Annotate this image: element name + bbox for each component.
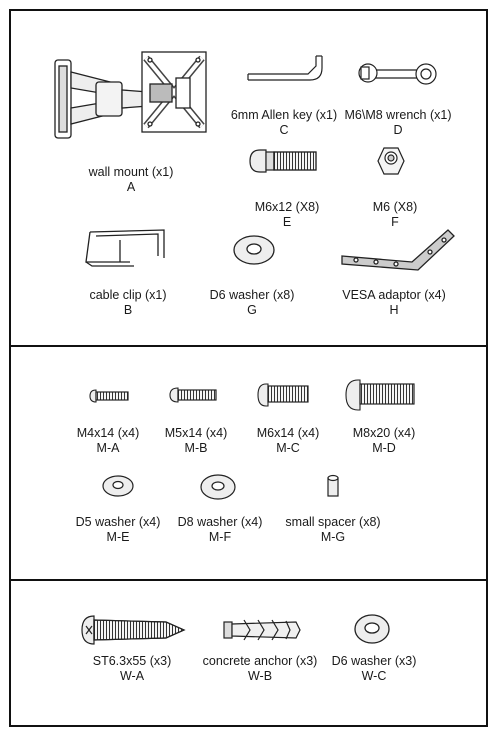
part-code: W-A <box>119 669 145 683</box>
part-code: D <box>393 123 403 137</box>
d6-washer-g-icon <box>234 236 274 264</box>
part-code: F <box>391 215 399 229</box>
d6-washer-wc-icon <box>355 615 389 643</box>
small-spacer-icon <box>328 476 338 497</box>
part-name: M6 (X8) <box>372 200 418 214</box>
part-label-small-spacer <box>285 515 380 545</box>
wrench-icon <box>359 64 436 84</box>
part-name: small spacer (x8) <box>285 515 381 529</box>
m6x14-screw-icon <box>258 384 308 406</box>
m6x12-bolt-icon <box>250 150 316 172</box>
part-label-cable-clip <box>89 288 166 318</box>
part-name: D8 washer (x4) <box>177 515 263 529</box>
d8-washer-icon <box>201 475 235 499</box>
part-label-d6-washer-wc <box>332 654 417 684</box>
part-label-m4x14 <box>77 426 140 456</box>
part-label-m8x20 <box>353 426 416 456</box>
part-code: B <box>123 303 133 317</box>
part-label-m6x14 <box>257 426 320 456</box>
part-label-m5x14 <box>165 426 228 456</box>
m6-nut-icon <box>378 148 404 174</box>
vesa-adaptor-icon <box>342 230 454 270</box>
cable-clip-icon <box>86 230 164 266</box>
part-code: M-B <box>184 441 208 455</box>
part-label-allen-key <box>231 108 337 138</box>
part-code: C <box>279 123 289 137</box>
part-label-d8-washer <box>178 515 263 545</box>
part-code: E <box>282 215 292 229</box>
part-label-wrench <box>345 108 452 138</box>
part-label-vesa-adaptor <box>342 288 446 318</box>
part-code: M-D <box>372 441 396 455</box>
part-code: G <box>247 303 257 317</box>
part-name: M5x14 (x4) <box>164 426 228 440</box>
m5x14-screw-icon <box>170 388 216 402</box>
part-name: M6x12 (X8) <box>254 200 320 214</box>
st-screw-icon <box>82 616 184 644</box>
part-name: ST6.3x55 (x3) <box>92 654 172 668</box>
part-name: D5 washer (x4) <box>75 515 161 529</box>
part-name: 6mm Allen key (x1) <box>230 108 338 122</box>
part-label-d5-washer <box>76 515 161 545</box>
part-code: H <box>389 303 399 317</box>
part-code: M-G <box>320 530 346 544</box>
part-name: M8x20 (x4) <box>352 426 416 440</box>
d5-washer-icon <box>103 476 133 496</box>
part-code: M-E <box>106 530 130 544</box>
part-name: concrete anchor (x3) <box>202 654 318 668</box>
part-code: M-A <box>96 441 120 455</box>
part-name: M6x14 (x4) <box>256 426 320 440</box>
part-name: D6 washer (x3) <box>331 654 417 668</box>
wall-mount-icon <box>55 52 206 138</box>
part-code: M-F <box>208 530 232 544</box>
part-name: M6\M8 wrench (x1) <box>344 108 452 122</box>
part-code: M-C <box>276 441 300 455</box>
concrete-anchor-icon <box>224 620 300 640</box>
part-name: VESA adaptor (x4) <box>342 288 446 302</box>
part-code: A <box>126 180 136 194</box>
part-label-st-screw <box>93 654 172 684</box>
part-code: W-C <box>361 669 387 683</box>
m4x14-screw-icon <box>90 390 128 402</box>
part-name: wall mount (x1) <box>88 165 174 179</box>
part-label-m6x12 <box>255 200 320 230</box>
part-name: cable clip (x1) <box>89 288 167 302</box>
part-label-m6-nut <box>373 200 417 230</box>
part-name: D6 washer (x8) <box>209 288 295 302</box>
part-code: W-B <box>247 669 273 683</box>
part-label-d6-washer-g <box>210 288 295 318</box>
m8x20-screw-icon <box>346 380 414 410</box>
part-name: M4x14 (x4) <box>76 426 140 440</box>
allen-key-icon <box>248 56 322 80</box>
part-label-wall-mount <box>89 165 174 195</box>
part-label-concrete-anchor <box>203 654 318 684</box>
